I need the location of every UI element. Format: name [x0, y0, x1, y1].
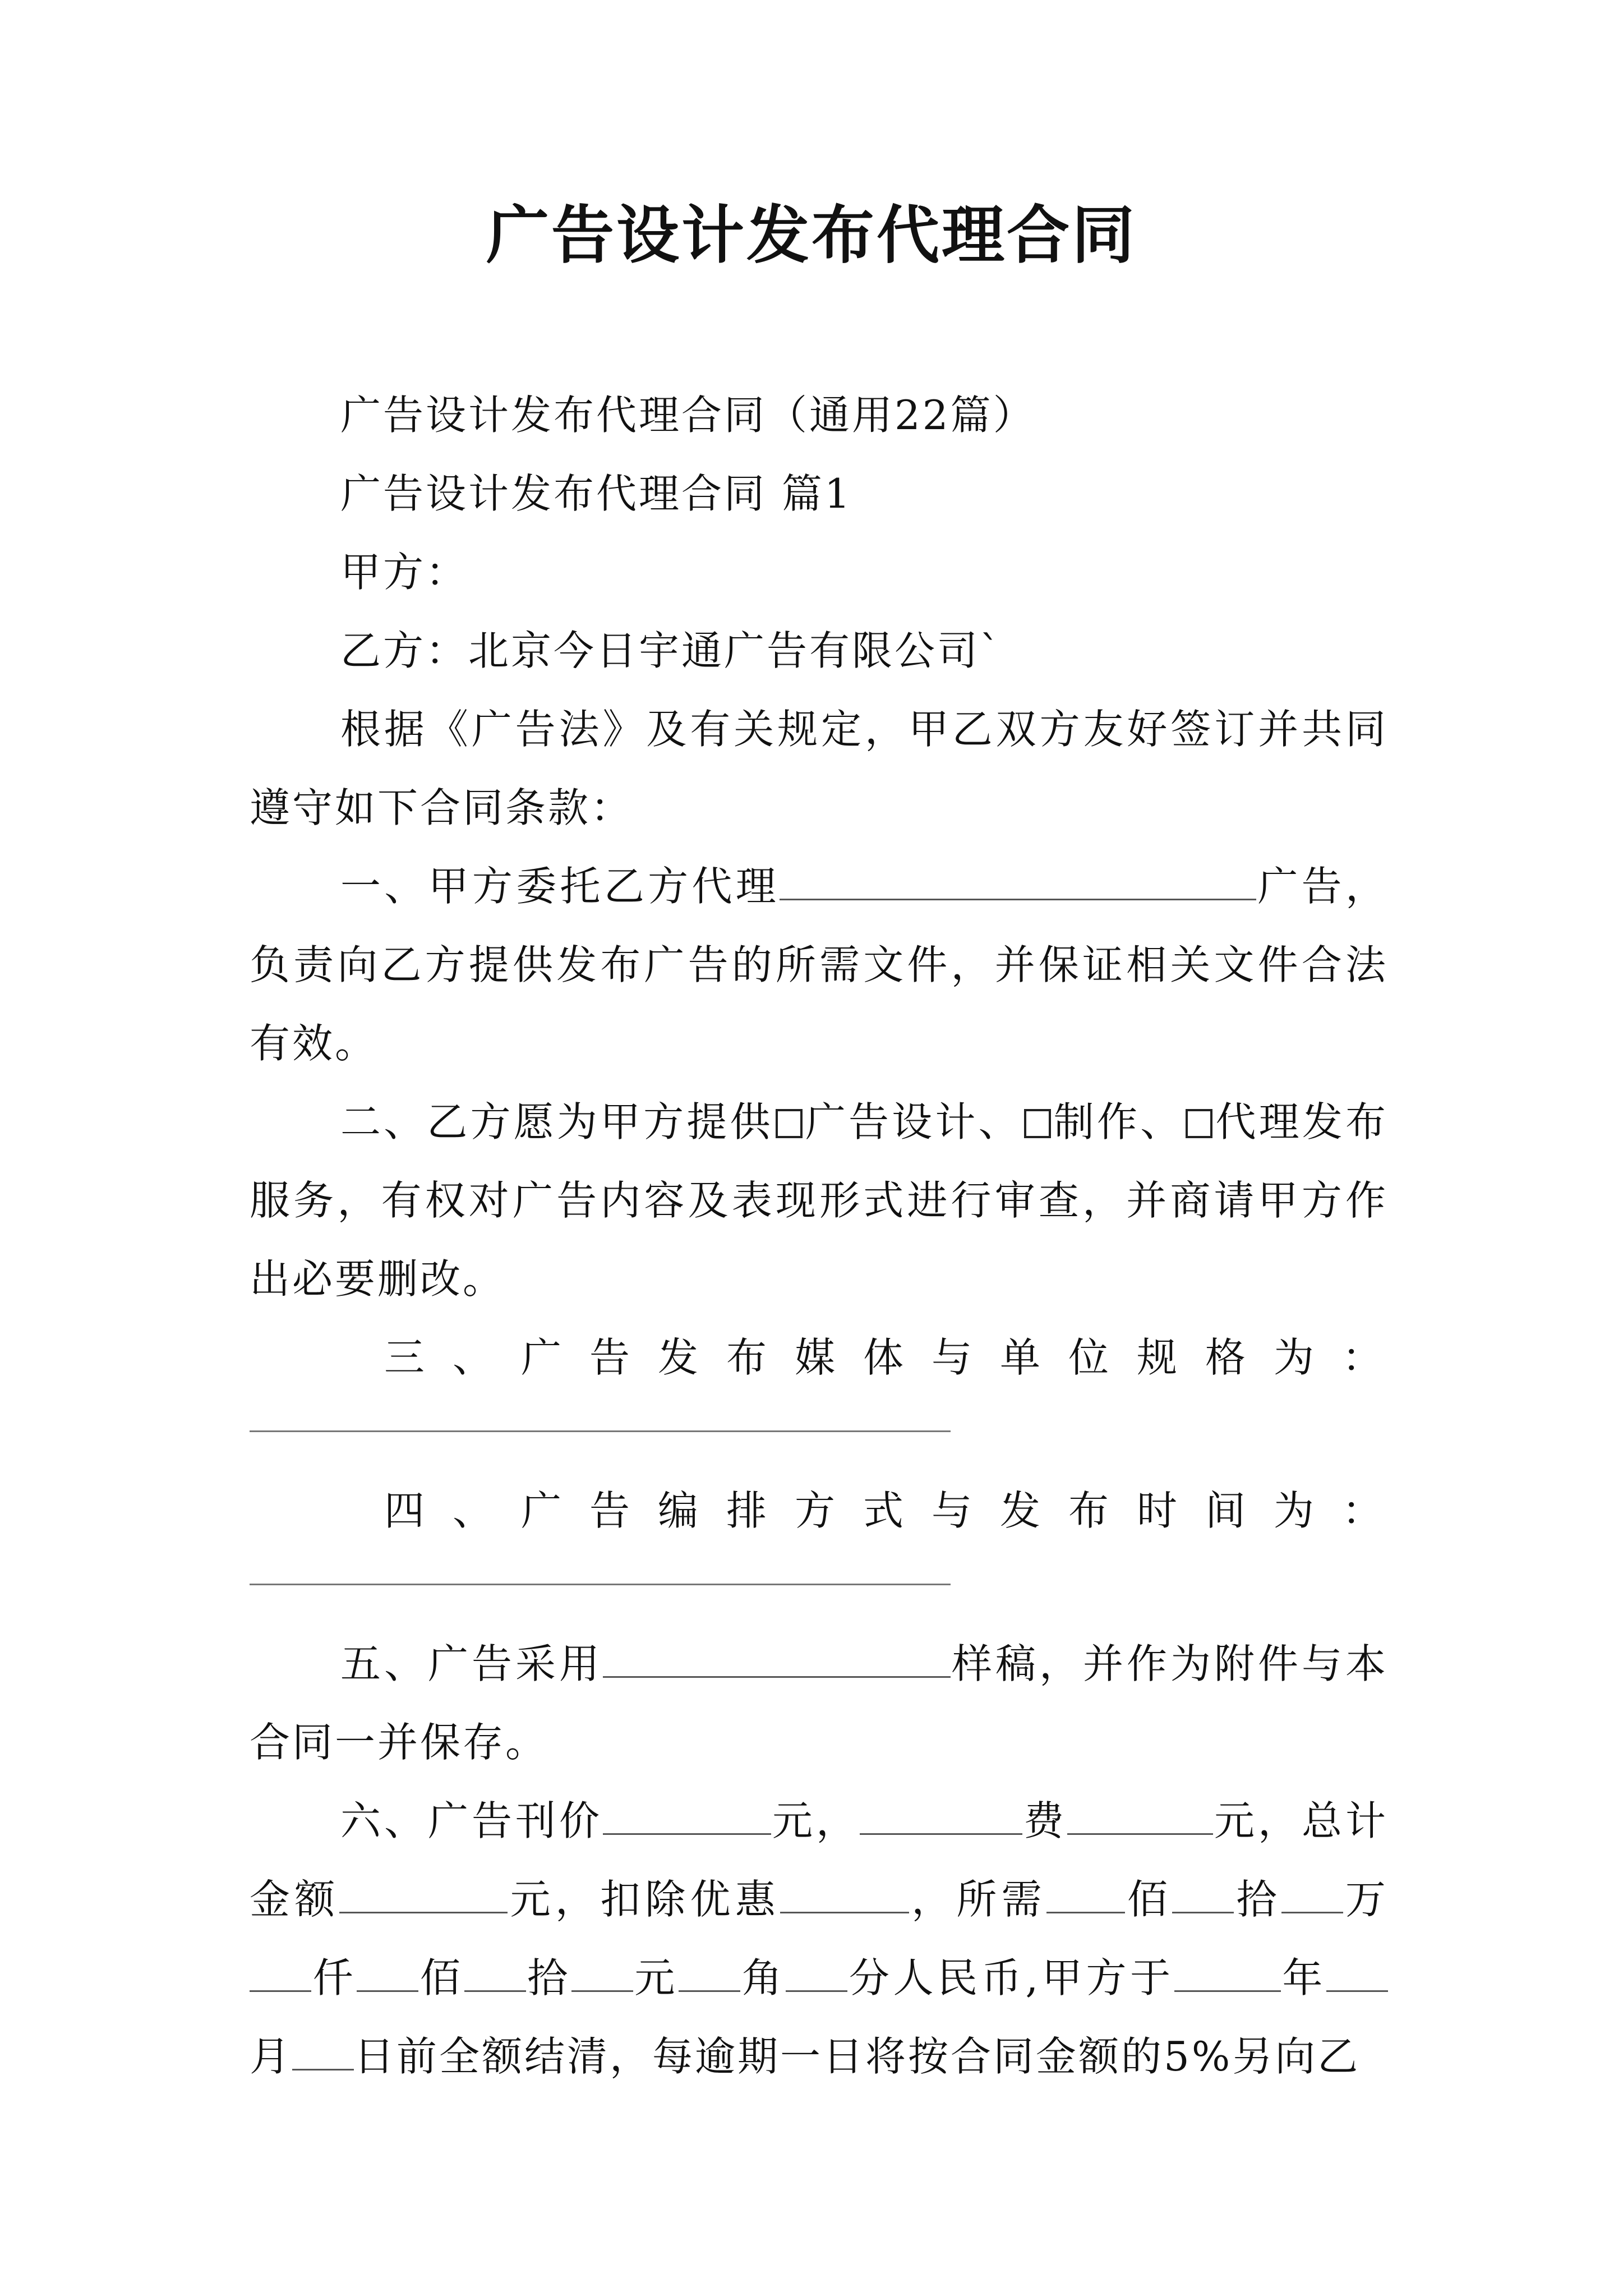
blank-total[interactable] — [339, 1878, 508, 1913]
clause-3: 三、广告发布媒体与单位规格为： — [384, 1334, 1388, 1381]
blank-discount[interactable] — [780, 1878, 909, 1913]
clause-6-text: 万 — [1343, 1876, 1388, 1923]
clause-6-text: 元， — [771, 1797, 860, 1844]
clause-4-blank-line[interactable] — [250, 1584, 951, 1585]
blank-amount[interactable] — [464, 1957, 526, 1992]
blank-fee[interactable] — [1067, 1800, 1213, 1835]
paragraph-party-a: 甲方： — [340, 549, 469, 596]
clause-6-text: 佰 — [418, 1954, 464, 2001]
clause-2-text-c: 制作、 — [1053, 1098, 1184, 1145]
checkbox-design[interactable] — [776, 1109, 803, 1138]
clause-5-text-a: 五、广告采用 — [340, 1640, 603, 1687]
clause-6-text: 佰 — [1124, 1876, 1173, 1923]
clause-6-text: 元 — [633, 1954, 679, 2001]
blank-amount[interactable] — [250, 1957, 311, 1992]
clause-1-text-b: 广告，负责向乙方提供发布广告的所需文件，并保证相关文件合法有效。 — [250, 863, 1388, 1067]
clause-6 — [250, 1782, 1388, 2096]
clause-6-text: 月 — [250, 2033, 293, 2080]
clause-6-text: 六、广告刊价 — [340, 1797, 603, 1844]
clause-6-text: 费 — [1022, 1797, 1067, 1844]
clause-6-text: 仟 — [311, 1954, 357, 2001]
clause-1-text-a: 一、甲方委托乙方代理 — [340, 863, 780, 910]
checkbox-agency-publish[interactable] — [1186, 1109, 1212, 1138]
clause-3-blank-line[interactable] — [250, 1430, 951, 1432]
paragraph-party-b: 乙方：北京今日宇通广告有限公司` — [340, 627, 1003, 674]
clause-6-text: 元，扣除优惠 — [508, 1876, 780, 1923]
blank-amount[interactable] — [571, 1957, 633, 1992]
blank-month[interactable] — [1326, 1957, 1388, 1992]
clause-2-text-d: 代理发布服务，有权对广告内容及表现形式进行审查，并商请甲方作出必要删改。 — [250, 1098, 1388, 1303]
paragraph-subtitle: 广告设计发布代理合同（通用22篇） — [340, 392, 1036, 439]
clause-6-text: 角 — [740, 1954, 786, 2001]
clause-6-text: ，所需 — [909, 1876, 1046, 1923]
clause-6-text: 元，总计金额 — [250, 1797, 1388, 1923]
clause-6-text: 年 — [1280, 1954, 1326, 2001]
paragraph-section-heading: 广告设计发布代理合同 篇1 — [340, 470, 852, 517]
blank-amount[interactable] — [1281, 1878, 1343, 1913]
clause-1-blank[interactable] — [780, 865, 1256, 900]
blank-day[interactable] — [292, 2035, 354, 2070]
clause-1 — [250, 847, 1388, 1083]
blank-amount[interactable] — [1172, 1878, 1234, 1913]
blank-amount[interactable] — [1046, 1878, 1125, 1913]
clause-5 — [250, 1625, 1388, 1782]
blank-price[interactable] — [603, 1800, 771, 1835]
document-body — [250, 376, 1388, 2096]
clause-6-text: 日前全额结清，每逾期一日将按合同金额的5%另向乙 — [354, 2033, 1361, 2080]
clause-6-text: 分人民币,甲方于 — [847, 1954, 1174, 2001]
blank-year[interactable] — [1174, 1957, 1281, 1992]
clause-5-text-b: 样稿，并作为附件与本合同一并保存。 — [250, 1640, 1388, 1766]
blank-amount[interactable] — [679, 1957, 740, 1992]
blank-amount[interactable] — [786, 1957, 847, 1992]
clause-5-blank[interactable] — [603, 1642, 951, 1678]
clause-4: 四、广告编排方式与发布时间为： — [384, 1487, 1388, 1534]
blank-fee-type[interactable] — [860, 1800, 1022, 1835]
clause-6-text: 拾 — [1234, 1876, 1281, 1923]
clause-2-text-a: 二、乙方愿为甲方提供 — [340, 1098, 773, 1145]
paragraph-preamble: 根据《广告法》及有关规定，甲乙双方友好签订并共同遵守如下合同条款： — [250, 706, 1388, 831]
checkbox-production[interactable] — [1024, 1109, 1051, 1138]
clause-2-text-b: 广告设计、 — [804, 1098, 1022, 1145]
blank-amount[interactable] — [357, 1957, 418, 1992]
document-title: 广告设计发布代理合同 — [486, 199, 1137, 272]
clause-2 — [250, 1083, 1388, 1318]
clause-6-text: 拾 — [525, 1954, 571, 2001]
